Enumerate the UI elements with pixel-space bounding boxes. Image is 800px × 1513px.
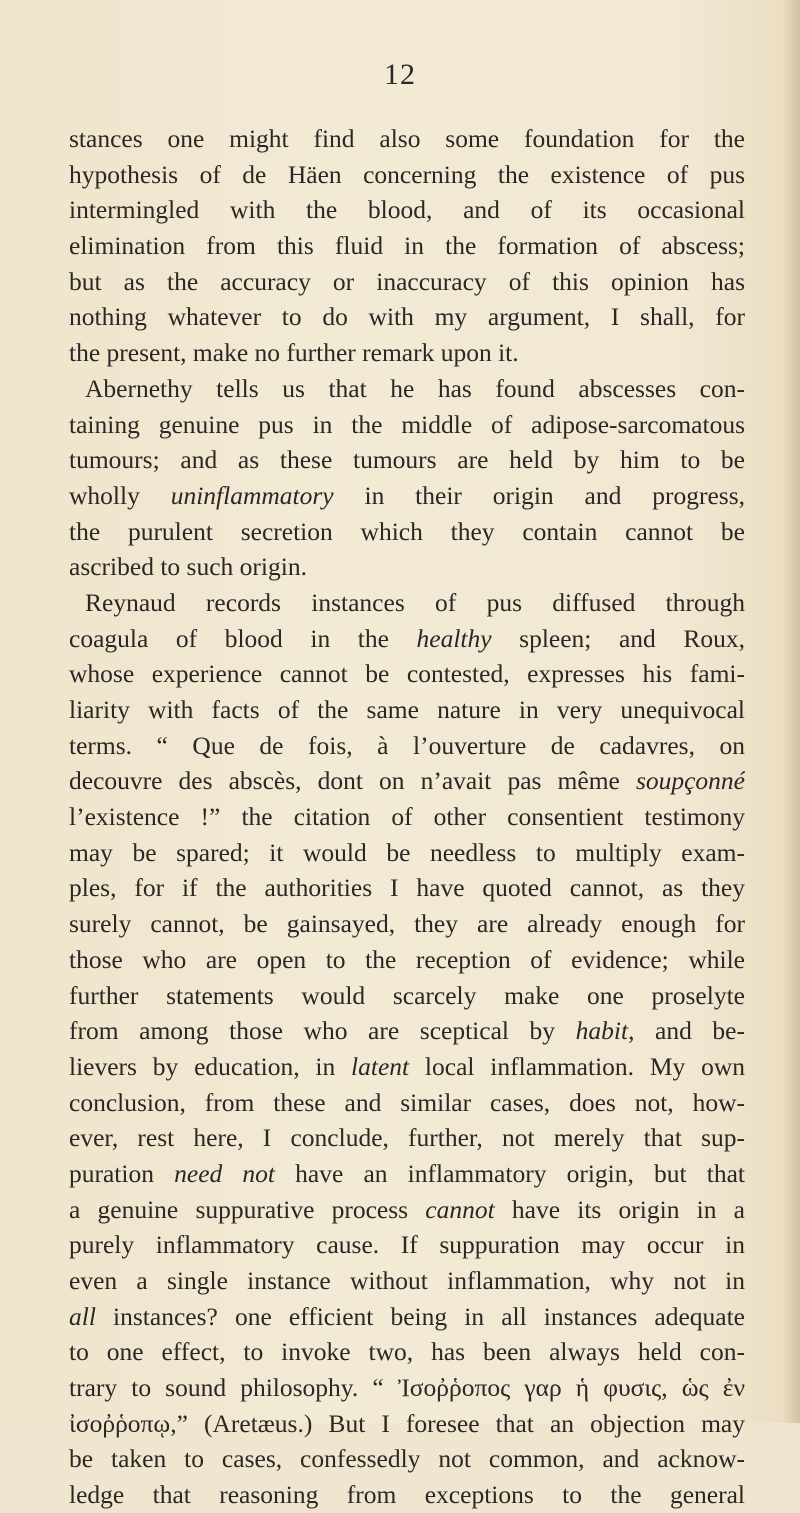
text-run: l’existence !” the citation of other consentient testimony: [69, 802, 745, 832]
text-run: have an inflammatory origin, but that: [275, 1158, 745, 1188]
text-line: [69, 763, 745, 799]
text-line: [69, 835, 745, 871]
italic-text: soupçonné: [635, 766, 745, 796]
text-line: [69, 1406, 745, 1442]
text-line: [69, 1156, 745, 1192]
text-run: ledge that reasoning from exceptions to the general: [69, 1480, 745, 1510]
text-line: [69, 1299, 745, 1335]
italic-text: uninflammatory: [170, 480, 334, 510]
text-line: [69, 870, 745, 906]
text-run: decouvre des abscès, dont on n’avait pas même: [69, 766, 636, 796]
text-line: [69, 656, 745, 692]
text-line: [69, 728, 745, 764]
text-run: nothing whatever to do with my argument, I shall, for: [69, 302, 745, 332]
text-run: ever, rest here, I conclude, further, not merely that sup-: [69, 1123, 745, 1153]
text-run: trary to sound philosophy. “ Ἰσοῤῥοπος γαρ ἡ φυσις, ὡς ἐν: [69, 1373, 745, 1403]
text-run: may be spared; it would be needless to multiply exam-: [69, 837, 745, 867]
text-line: [69, 121, 745, 157]
text-run: have its origin in a: [494, 1194, 745, 1224]
text-run: Reynaud records instances of pus diffused through: [85, 587, 745, 617]
text-run: intermingled with the blood, and of its occasional: [69, 195, 745, 225]
text-line: [69, 978, 745, 1014]
text-run: lievers by education, in: [69, 1051, 352, 1081]
text-line: [69, 1013, 745, 1049]
text-line: [69, 1192, 745, 1228]
italic-text: cannot: [425, 1194, 495, 1224]
text-line: [69, 1441, 745, 1477]
text-line: [69, 621, 745, 657]
text-line: [69, 264, 745, 300]
text-line: [69, 157, 745, 193]
text-run: in their origin and progress,: [333, 480, 745, 510]
text-line: [69, 192, 745, 228]
text-run: whose experience cannot be contested, expresses his fami-: [69, 659, 745, 689]
text-run: coagula of blood in the: [69, 623, 417, 653]
text-run: , and be-: [628, 1016, 745, 1046]
text-run: even a single instance without inflammation, why not in: [69, 1266, 745, 1295]
text-run: instances? one efficient being in all instances adequate: [95, 1301, 745, 1331]
text-run: conclusion, from these and similar cases, does not, how-: [69, 1087, 745, 1117]
text-line: [69, 1263, 745, 1299]
text-run: those who are open to the reception of evidence; while: [69, 944, 745, 974]
text-run: but as the accuracy or inaccuracy of this opinion has: [69, 266, 745, 296]
text-run: a genuine suppurative process: [69, 1194, 426, 1224]
text-run: liarity with facts of the same nature in very unequivocal: [69, 695, 745, 724]
text-line: [69, 799, 745, 835]
text-line: [69, 299, 745, 335]
text-line: [69, 585, 745, 621]
italic-text: need not: [174, 1158, 276, 1188]
text-line: [69, 1334, 745, 1370]
text-run: from among those who are sceptical by: [69, 1016, 576, 1046]
italic-text: all: [69, 1301, 96, 1331]
text-run: surely cannot, be gainsayed, they are already enough for: [69, 909, 745, 939]
text-run: Abernethy tells us that he has found abscesses con-: [85, 373, 745, 403]
page-edge-shadow: [782, 0, 800, 1423]
text-run: stances one might find also some foundation for the: [69, 124, 745, 153]
text-line: [69, 228, 745, 264]
text-run: purely inflammatory cause. If suppuration may occur in: [69, 1230, 745, 1260]
text-line: [69, 942, 745, 978]
italic-text: latent: [351, 1051, 410, 1081]
italic-text: habit: [575, 1016, 629, 1046]
text-line: [69, 1049, 745, 1085]
text-line: [69, 478, 745, 514]
text-line: [69, 514, 745, 550]
text-run: terms. “ Que de fois, à l’ouverture de cadavres, on: [69, 730, 745, 760]
text-line: [69, 549, 745, 585]
page-number: 12: [384, 58, 416, 91]
text-run: puration: [69, 1158, 175, 1188]
text-line: [69, 692, 745, 728]
text-run: ples, for if the authorities I have quoted cannot, as they: [69, 873, 745, 903]
text-line: [69, 1227, 745, 1263]
text-run: ἰσοῤῥοπῳ,” (Aretæus.) But I foresee that an objection may: [69, 1408, 745, 1438]
text-run: further statements would scarcely make one proselyte: [69, 980, 745, 1010]
text-run: tumours; and as these tumours are held by him to be: [69, 445, 745, 475]
text-line: [69, 1085, 745, 1121]
text-line: [69, 1477, 745, 1513]
text-line: [69, 407, 745, 443]
text-line: [69, 335, 745, 371]
text-line: [69, 1120, 745, 1156]
text-run: to one effect, to invoke two, has been always held con-: [69, 1337, 745, 1367]
text-line: [69, 1370, 745, 1406]
text-run: ascribed to such origin.: [69, 552, 307, 582]
text-line: [69, 442, 745, 478]
text-run: the purulent secretion which they contain cannot be: [69, 516, 745, 546]
text-run: spleen; and Roux,: [491, 623, 745, 653]
text-run: hypothesis of de Häen concerning the existence of pus: [69, 159, 745, 189]
text-run: elimination from this fluid in the formation of abscess;: [69, 231, 745, 261]
text-run: local inflammation. My own: [409, 1051, 745, 1081]
italic-text: healthy: [416, 623, 492, 653]
body-text: [69, 121, 745, 1513]
text-run: be taken to cases, confessedly not common, and acknow-: [69, 1444, 745, 1474]
text-line: [69, 906, 745, 942]
text-run: wholly: [69, 480, 171, 510]
text-run: the present, make no further remark upon it.: [69, 338, 519, 368]
text-run: taining genuine pus in the middle of adipose-sarcomatous: [69, 409, 745, 439]
text-line: [69, 371, 745, 407]
